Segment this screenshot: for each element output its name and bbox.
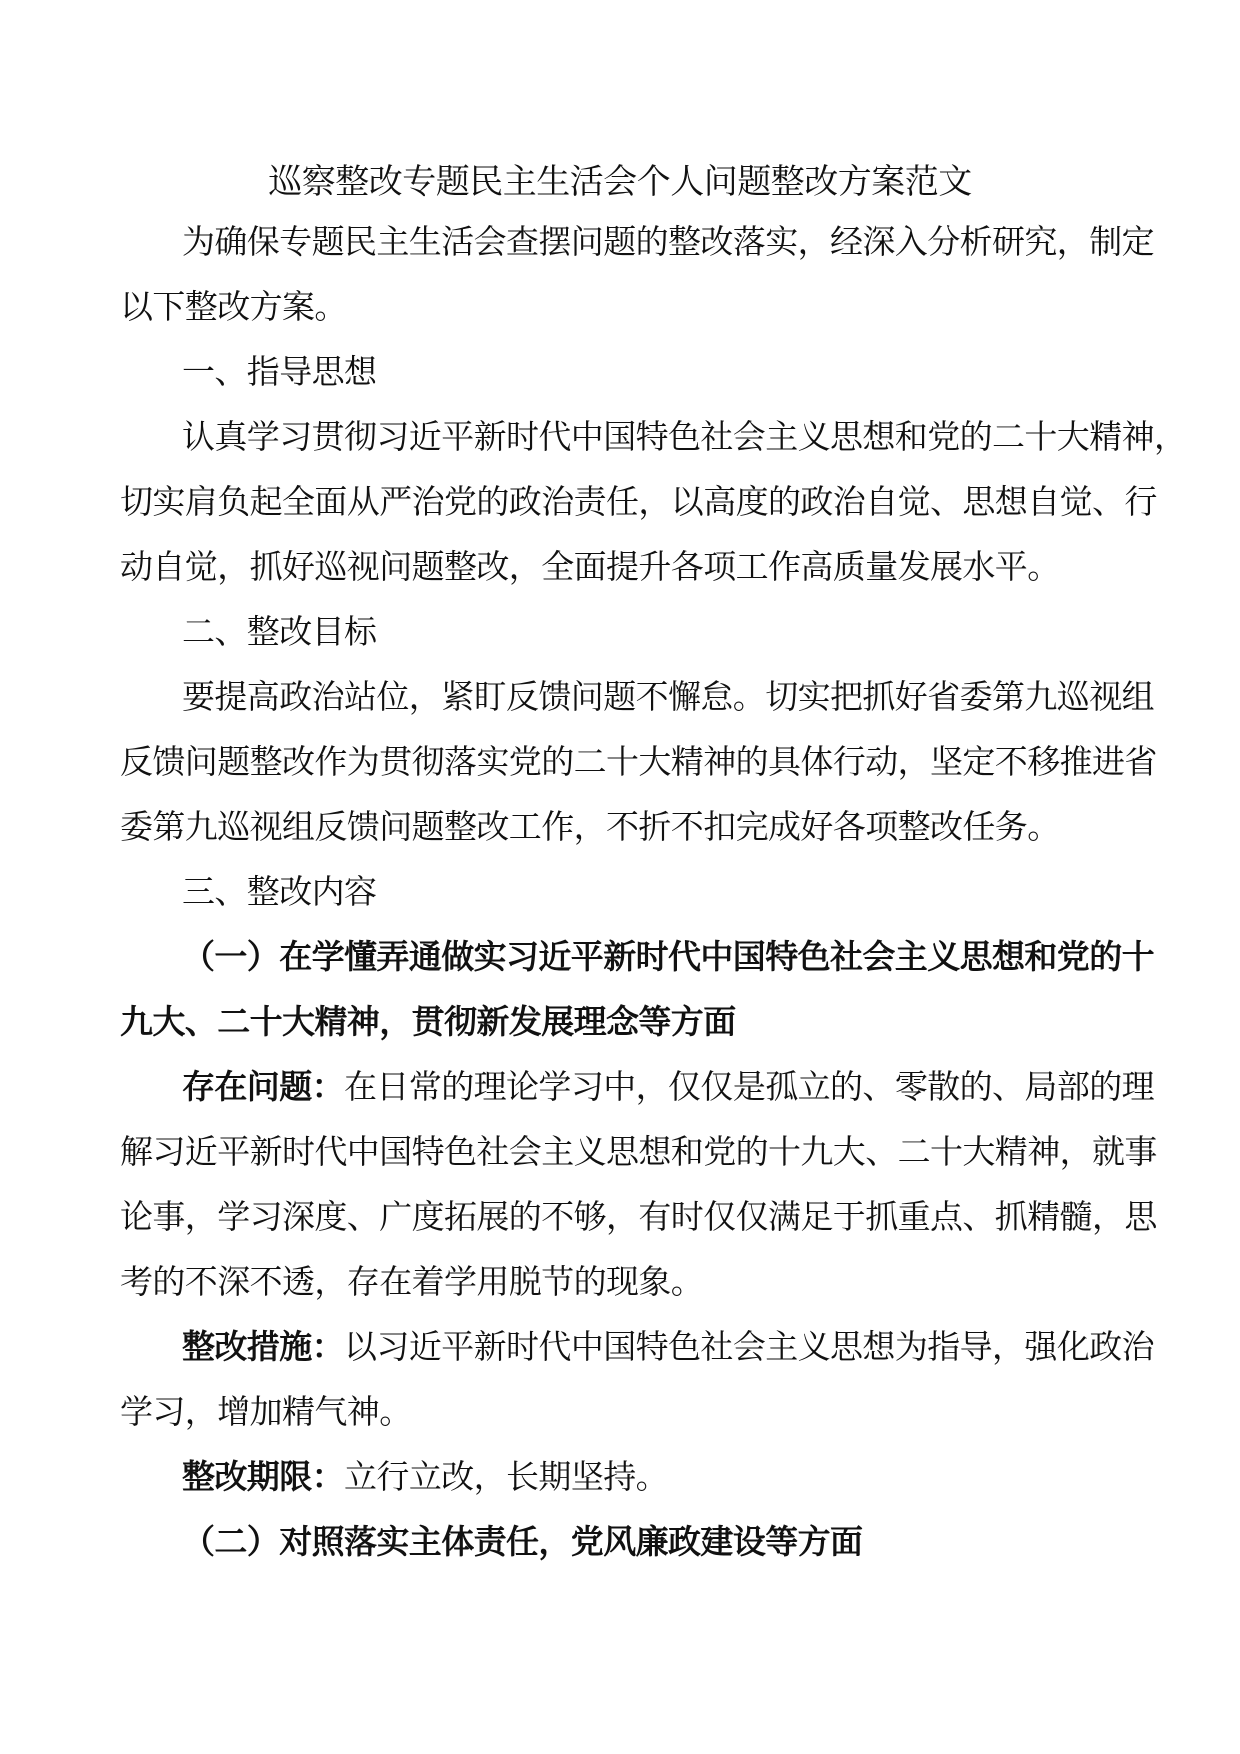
problem-label: 存在问题： [182,1067,345,1106]
section2-line-2: 反馈问题整改作为贯彻落实党的二十大精神的具体行动，坚定不移推进省 [120,742,1157,781]
deadline-line [182,1455,668,1499]
section2-heading: 二、整改目标 [182,612,377,651]
problem-line-1 [182,1065,1154,1109]
problem-text-1: 在日常的理论学习中，仅仅是孤立的、零散的、局部的理 [344,1067,1155,1106]
deadline-label: 整改期限： [182,1457,345,1496]
measure-text-1: 以习近平新时代中国特色社会主义思想为指导，强化政治 [344,1327,1155,1366]
deadline-text: 立行立改，长期坚持。 [344,1457,669,1496]
measure-line-2: 学习，增加精气神。 [120,1392,412,1431]
item1-heading-line-2: 九大、二十大精神，贯彻新发展理念等方面 [120,1002,736,1041]
section3-heading: 三、整改内容 [182,872,377,911]
measure-line-1 [182,1325,1154,1369]
section2-line-3: 委第九巡视组反馈问题整改工作，不折不扣完成好各项整改任务。 [120,807,1060,846]
document-title: 巡察整改专题民主生活会个人问题整改方案范文 [268,162,972,202]
section1-line-1: 认真学习贯彻习近平新时代中国特色社会主义思想和党的二十大精神， [182,417,1187,456]
problem-line-4: 考的不深不透，存在着学用脱节的现象。 [120,1262,704,1301]
intro-line-1: 为确保专题民主生活会查摆问题的整改落实，经深入分析研究，制定 [182,222,1155,261]
section1-line-3: 动自觉，抓好巡视问题整改，全面提升各项工作高质量发展水平。 [120,547,1060,586]
problem-line-3: 论事，学习深度、广度拓展的不够，有时仅仅满足于抓重点、抓精髓，思 [120,1197,1157,1236]
section1-line-2: 切实肩负起全面从严治党的政治责任，以高度的政治自觉、思想自觉、行 [120,482,1157,521]
item1-heading-line-1: （一）在学懂弄通做实习近平新时代中国特色社会主义思想和党的十 [182,937,1155,976]
section2-line-1: 要提高政治站位，紧盯反馈问题不懈怠。切实把抓好省委第九巡视组 [182,677,1155,716]
measure-label: 整改措施： [182,1327,345,1366]
item2-heading: （二）对照落实主体责任，党风廉政建设等方面 [182,1522,863,1561]
problem-line-2: 解习近平新时代中国特色社会主义思想和党的十九大、二十大精神，就事 [120,1132,1157,1171]
intro-line-2: 以下整改方案。 [120,287,347,326]
section1-heading: 一、指导思想 [182,352,377,391]
